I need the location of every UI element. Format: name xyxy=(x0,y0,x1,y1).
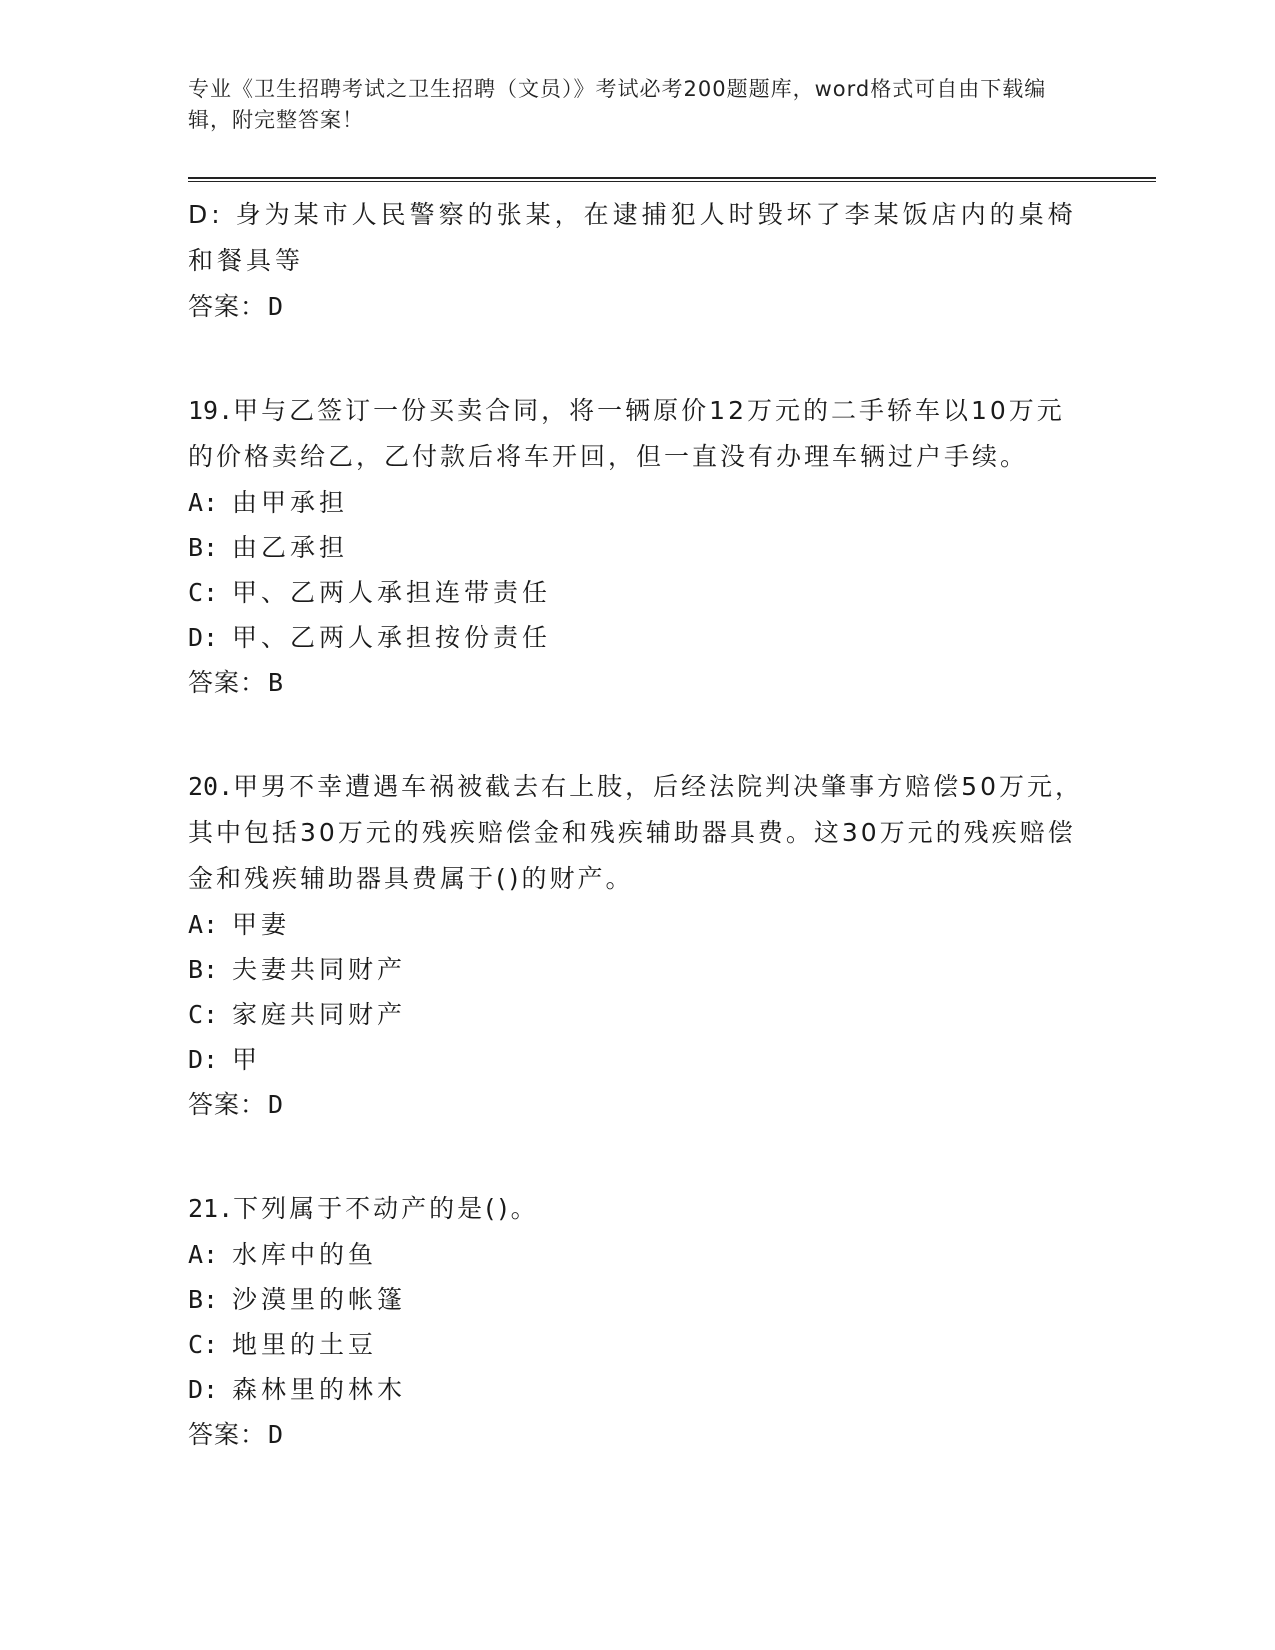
question-21 xyxy=(188,1186,1088,1458)
option-text: 森林里的林木 xyxy=(232,1375,407,1404)
document-body xyxy=(188,192,1088,1458)
question-text: 甲男不幸遭遇车祸被截去右上肢，后经法院判决肇事方赔偿50万元，其中包括30万元的残疾赔偿金和残疾辅助器具费。这30万元的残疾赔偿金和残疾辅助器具费属于()的财产。 xyxy=(188,772,1083,893)
question-number: 19. xyxy=(188,396,234,425)
previous-option-d: D: 身为某市人民警察的张某，在逮捕犯人时毁坏了李某饭店内的桌椅和餐具等 xyxy=(188,200,1077,275)
option-letter: B: xyxy=(188,533,219,562)
option-d xyxy=(188,1367,1088,1412)
option-text: 甲、乙两人承担按份责任 xyxy=(232,623,552,652)
question-number: 21. xyxy=(188,1194,234,1223)
answer xyxy=(188,660,1088,706)
option-letter: A: xyxy=(188,488,219,517)
option-b xyxy=(188,1277,1088,1322)
answer-label: 答案： xyxy=(188,668,267,697)
option-a xyxy=(188,1232,1088,1277)
question-text: 甲与乙签订一份买卖合同，将一辆原价12万元的二手轿车以10万元的价格卖给乙，乙付款后将车开回，但一直没有办理车辆过户手续。 xyxy=(188,396,1065,471)
option-letter: B: xyxy=(188,955,219,984)
question-number: 20. xyxy=(188,772,234,801)
option-text: 地里的土豆 xyxy=(232,1330,378,1359)
option-text: 沙漠里的帐篷 xyxy=(232,1285,407,1314)
question-text: 下列属于不动产的是()。 xyxy=(233,1194,539,1223)
document-header: 专业《卫生招聘考试之卫生招聘（文员）》考试必考200题题库，word格式可自由下载编辑，附完整答案！ xyxy=(188,77,1047,132)
answer-label: 答案： xyxy=(188,1090,267,1119)
option-c xyxy=(188,992,1088,1037)
option-letter: C: xyxy=(188,578,219,607)
option-a xyxy=(188,480,1088,525)
option-letter: D: xyxy=(188,623,219,652)
option-text: 由甲承担 xyxy=(232,488,349,517)
option-letter: C: xyxy=(188,1000,219,1029)
answer-value: D xyxy=(268,1090,285,1119)
question-stem xyxy=(188,764,1088,902)
option-text: 夫妻共同财产 xyxy=(232,955,407,984)
option-letter: A: xyxy=(188,1240,219,1269)
question-20 xyxy=(188,764,1088,1128)
answer-label: 答案： xyxy=(188,292,267,321)
answer-label: 答案： xyxy=(188,1420,267,1449)
answer xyxy=(188,1412,1088,1458)
answer-value: D xyxy=(268,1420,285,1449)
option-text: 家庭共同财产 xyxy=(232,1000,407,1029)
option-b xyxy=(188,525,1088,570)
option-text: 甲、乙两人承担连带责任 xyxy=(232,578,552,607)
question-19 xyxy=(188,388,1088,706)
option-text: 水库中的鱼 xyxy=(232,1240,378,1269)
option-a xyxy=(188,902,1088,947)
option-b xyxy=(188,947,1088,992)
option-text: 甲妻 xyxy=(232,910,291,939)
option-letter: D: xyxy=(188,1045,219,1074)
option-c xyxy=(188,570,1088,615)
option-text: 由乙承担 xyxy=(232,533,349,562)
option-text: 甲 xyxy=(232,1045,262,1074)
option-d xyxy=(188,1037,1088,1082)
option-letter: B: xyxy=(188,1285,219,1314)
answer-value: B xyxy=(268,668,285,697)
option-d xyxy=(188,615,1088,660)
question-stem xyxy=(188,1186,1088,1232)
option-letter: C: xyxy=(188,1330,219,1359)
option-letter: D: xyxy=(188,1375,219,1404)
question-stem xyxy=(188,388,1088,480)
option-c xyxy=(188,1322,1088,1367)
previous-answer xyxy=(188,284,1088,330)
option-letter: A: xyxy=(188,910,219,939)
answer-value: D xyxy=(268,292,285,321)
header-divider xyxy=(188,177,1156,182)
answer xyxy=(188,1082,1088,1128)
